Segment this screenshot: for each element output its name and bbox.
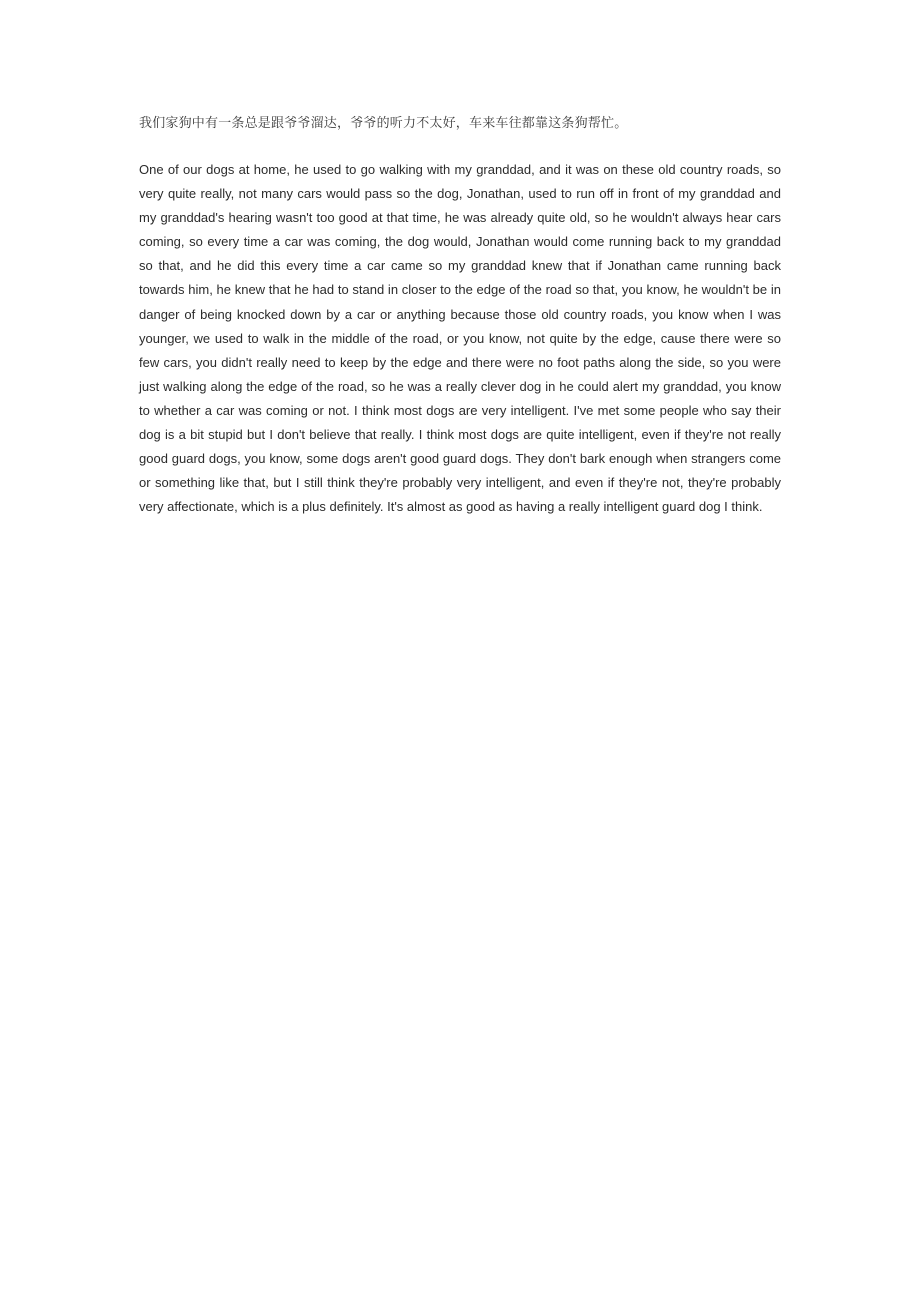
document-body (139, 112, 781, 519)
english-paragraph: One of our dogs at home, he used to go walking with my granddad, and it was on these old country roads, so very quite really, not many cars would pass so the dog, Jonathan, used to run off in front of my granddad and my granddad's hearing wasn't too good at that time, he was already quite old, so he wouldn't always hear cars coming, so every time a car was coming, the dog would, Jonathan would come running back to my granddad so that, and he did this every time a car came so my granddad knew that if Jonathan came running back towards him, he knew that he had to stand in closer to the edge of the road so that, you know, he wouldn't be in danger of being knocked down by a car or anything because those old country roads, you know when I was younger, we used to walk in the middle of the road, or you know, not quite by the edge, cause there were so few cars, you didn't really need to keep by the edge and there were no foot paths along the side, so you were just walking along the edge of the road, so he was a really clever dog in he could alert my granddad, you know to whether a car was coming or not. I think most dogs are very intelligent. I've met some people who say their dog is a bit stupid but I don't believe that really. I think most dogs are quite intelligent, even if they're not really good guard dogs, you know, some dogs aren't good guard dogs. They don't bark enough when strangers come or something like that, but I still think they're probably very intelligent, and even if they're not, they're probably very affectionate, which is a plus definitely. It's almost as good as having a really intelligent guard dog I think. (139, 162, 781, 515)
chinese-summary-line: 我们家狗中有一条总是跟爷爷溜达，爷爷的听力不太好，车来车往都靠这条狗帮忙。 (139, 116, 628, 131)
